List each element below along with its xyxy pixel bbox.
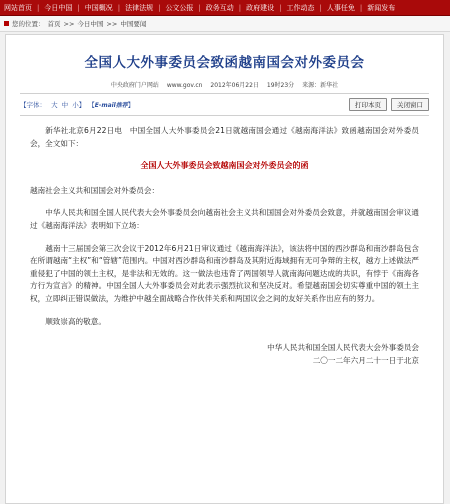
page-title: 全国人大外事委员会致函越南国会对外委员会 [84,55,365,71]
breadcrumb-separator: >> [63,19,75,28]
font-small-link[interactable]: 小】 [72,100,86,109]
email-recommend-link[interactable]: 【E-mail推荐】 [88,100,135,109]
nav-interaction[interactable]: 政务互动 [205,3,234,12]
print-button[interactable]: 打印本页 [349,98,387,111]
letter-title: 全国人大外事委员会致越南国会对外委员会的函 [140,161,309,171]
article-body [30,125,419,367]
letter-paragraph-1: 中华人民共和国全国人民代表大会外事委员会向越南社会主义共和国国会对外委员会致意，并就越南国会审议通过《越南海洋法》表明如下立场： [30,208,419,230]
article-toolbar [20,97,429,111]
publish-time: 19时23分 [266,82,295,89]
article-meta [6,80,443,89]
source-url[interactable]: www.gov.cn [166,82,203,89]
lead-paragraph: 新华社北京6月22日电 中国全国人大外事委员会21日就越南国会通过《越南海洋法》致函越南国会对外委员会，全文如下： [30,126,419,148]
breadcrumb-separator: >> [106,19,118,28]
publish-date: 2012年06月22日 [210,82,259,89]
font-medium-link[interactable]: 中 [61,100,69,109]
close-window-button[interactable]: 关闭窗口 [391,98,429,111]
letter-paragraph-2: 越南十三届国会第三次会议于2012年6月21日审议通过《越南海洋法》，该法将中国的西沙群岛和南沙群岛包含在所谓越南“主权”和“管辖”范围内。中国对西沙群岛和南沙群岛及其附近海域拥有无可争辩的主权，越方上述做法严重侵犯了中国的领土主权，是非法和无效的。这一做法也违背了两国领导人就南海问题达成的共识，有悖于《南海各方行为宣言》的精神。中国全国人大外事委员会对此表示强烈抗议和坚决反对。希望越南国会切实尊重中国的领土主权，立即纠正错误做法，为维护中越全面战略合作伙伴关系和两国议会之间的友好关系作出应有的努力。 [30,243,419,303]
nav-government[interactable]: 政府建设 [246,3,275,12]
article-card [5,34,444,504]
breadcrumb-today-china[interactable]: 今日中国 [77,20,104,28]
letter-date: 二〇一二年六月二十一日于北京 [312,355,419,365]
nav-appointments[interactable]: 人事任免 [326,3,355,12]
bullet-icon [4,21,9,26]
letter-closing: 顺致崇高的敬意。 [45,316,106,326]
font-size-control [20,100,86,109]
article-origin: 来源：新华社 [302,82,339,89]
email-recommend-label: E-mail推荐 [94,101,128,109]
breadcrumb-home[interactable]: 首页 [47,20,61,28]
top-navigation: 网站首页 | 今日中国 | 中国概况 | 法律法规 | 公文公报 | 政务互动 | 政府建设 | 工作动态 | 人事任免 | 新闻发布 [0,0,450,16]
nav-press[interactable]: 新闻发布 [367,3,396,12]
nav-today-china[interactable]: 今日中国 [44,3,73,12]
nav-gazette[interactable]: 公文公报 [165,3,194,12]
breadcrumb [0,16,450,32]
nav-laws[interactable]: 法律法规 [125,3,154,12]
nav-china-overview[interactable]: 中国概况 [84,3,113,12]
divider [20,115,429,116]
source-name: 中央政府门户网站 [110,82,159,89]
font-large-link[interactable]: 大 [51,100,58,109]
font-size-label: 【字体： [20,100,46,109]
toolbar-buttons [349,98,429,111]
letter-signature: 中华人民共和国全国人民代表大会外事委员会 [267,343,419,353]
breadcrumb-prefix: 您的位置： [12,20,45,28]
divider [20,93,429,94]
breadcrumb-china-news[interactable]: 中国要闻 [120,20,147,28]
nav-home[interactable]: 网站首页 [4,3,32,12]
nav-work-news[interactable]: 工作动态 [286,3,315,12]
letter-salutation: 越南社会主义共和国国会对外委员会： [30,185,160,195]
